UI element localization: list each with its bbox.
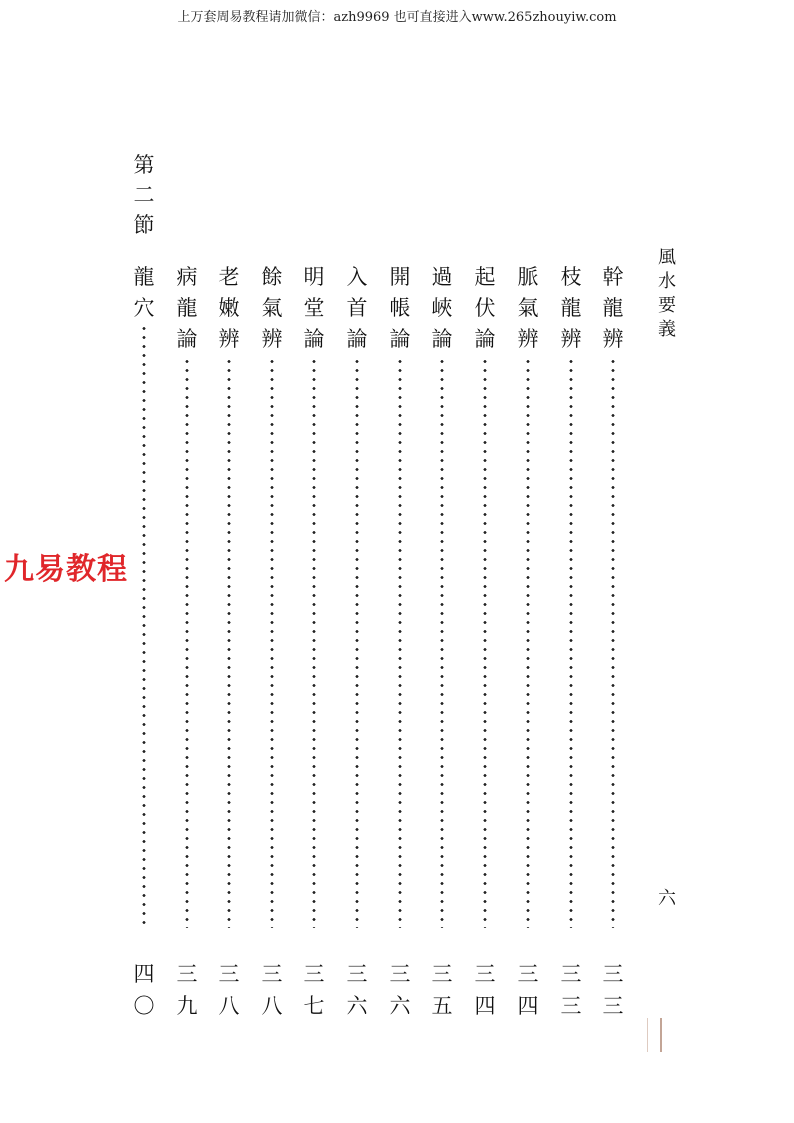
toc-entry-title: 過峽論	[431, 265, 453, 351]
toc-entry-page: 三六	[389, 962, 411, 1018]
toc-entry-page: 四〇	[133, 962, 155, 1018]
toc-entry	[214, 262, 244, 1022]
toc-entry-page: 三三	[602, 962, 624, 1018]
dot-leader	[227, 357, 231, 928]
toc-entry	[342, 262, 372, 1022]
toc-entry-title: 枝龍辨	[560, 265, 582, 351]
toc-entry	[172, 262, 202, 1022]
toc-entry-title: 餘氣辨	[261, 265, 283, 351]
dot-leader	[569, 357, 573, 928]
toc-entry-page: 三八	[261, 962, 283, 1018]
toc-entry-page: 三三	[560, 962, 582, 1018]
toc-entry-page: 三九	[176, 962, 198, 1018]
toc-entry-page: 三八	[218, 962, 240, 1018]
toc-entry-title: 起伏論	[474, 265, 496, 351]
toc-entry-title: 病龍論	[176, 265, 198, 351]
toc-entry-page: 三五	[431, 962, 453, 1018]
dot-leader	[185, 357, 189, 928]
toc-entry	[427, 262, 457, 1022]
watermark-logo: 九易教程	[4, 544, 128, 588]
toc-entry	[470, 262, 500, 1022]
toc-entry-page: 三四	[517, 962, 539, 1018]
toc-entry-title: 開帳論	[389, 265, 411, 351]
toc-entry	[598, 262, 628, 1022]
page-number: 六	[658, 888, 676, 909]
dot-leader	[440, 357, 444, 928]
dot-leader	[312, 357, 316, 928]
toc-entry-title: 幹龍辨	[602, 265, 624, 351]
page-header-banner: 上万套周易教程请加微信：azh9969 也可直接进入www.265zhouyiw.com	[177, 10, 617, 25]
dot-leader	[483, 357, 487, 928]
running-title: 風水要義	[658, 247, 676, 340]
section-heading: 第二節	[133, 153, 155, 237]
toc-entry	[556, 262, 586, 1022]
dot-leader	[355, 357, 359, 928]
toc-entry-title: 老嫩辨	[218, 265, 240, 351]
toc-entry-title: 明堂論	[303, 265, 325, 351]
toc-entry-title: 脈氣辨	[517, 265, 539, 351]
toc-entry	[257, 262, 287, 1022]
toc-entry-title: 龍穴	[133, 265, 155, 320]
dot-leader	[611, 357, 615, 928]
dot-leader	[142, 324, 146, 928]
toc-entry-page: 三六	[346, 962, 368, 1018]
toc-entry	[513, 262, 543, 1022]
page-edge-mark	[647, 1018, 662, 1052]
toc-entry	[385, 262, 415, 1022]
toc-entry	[129, 262, 159, 1022]
toc-entry-title: 入首論	[346, 265, 368, 351]
toc-entry-page: 三四	[474, 962, 496, 1018]
toc-entry	[299, 262, 329, 1022]
dot-leader	[526, 357, 530, 928]
dot-leader	[398, 357, 402, 928]
toc-entry-page: 三七	[303, 962, 325, 1018]
dot-leader	[270, 357, 274, 928]
